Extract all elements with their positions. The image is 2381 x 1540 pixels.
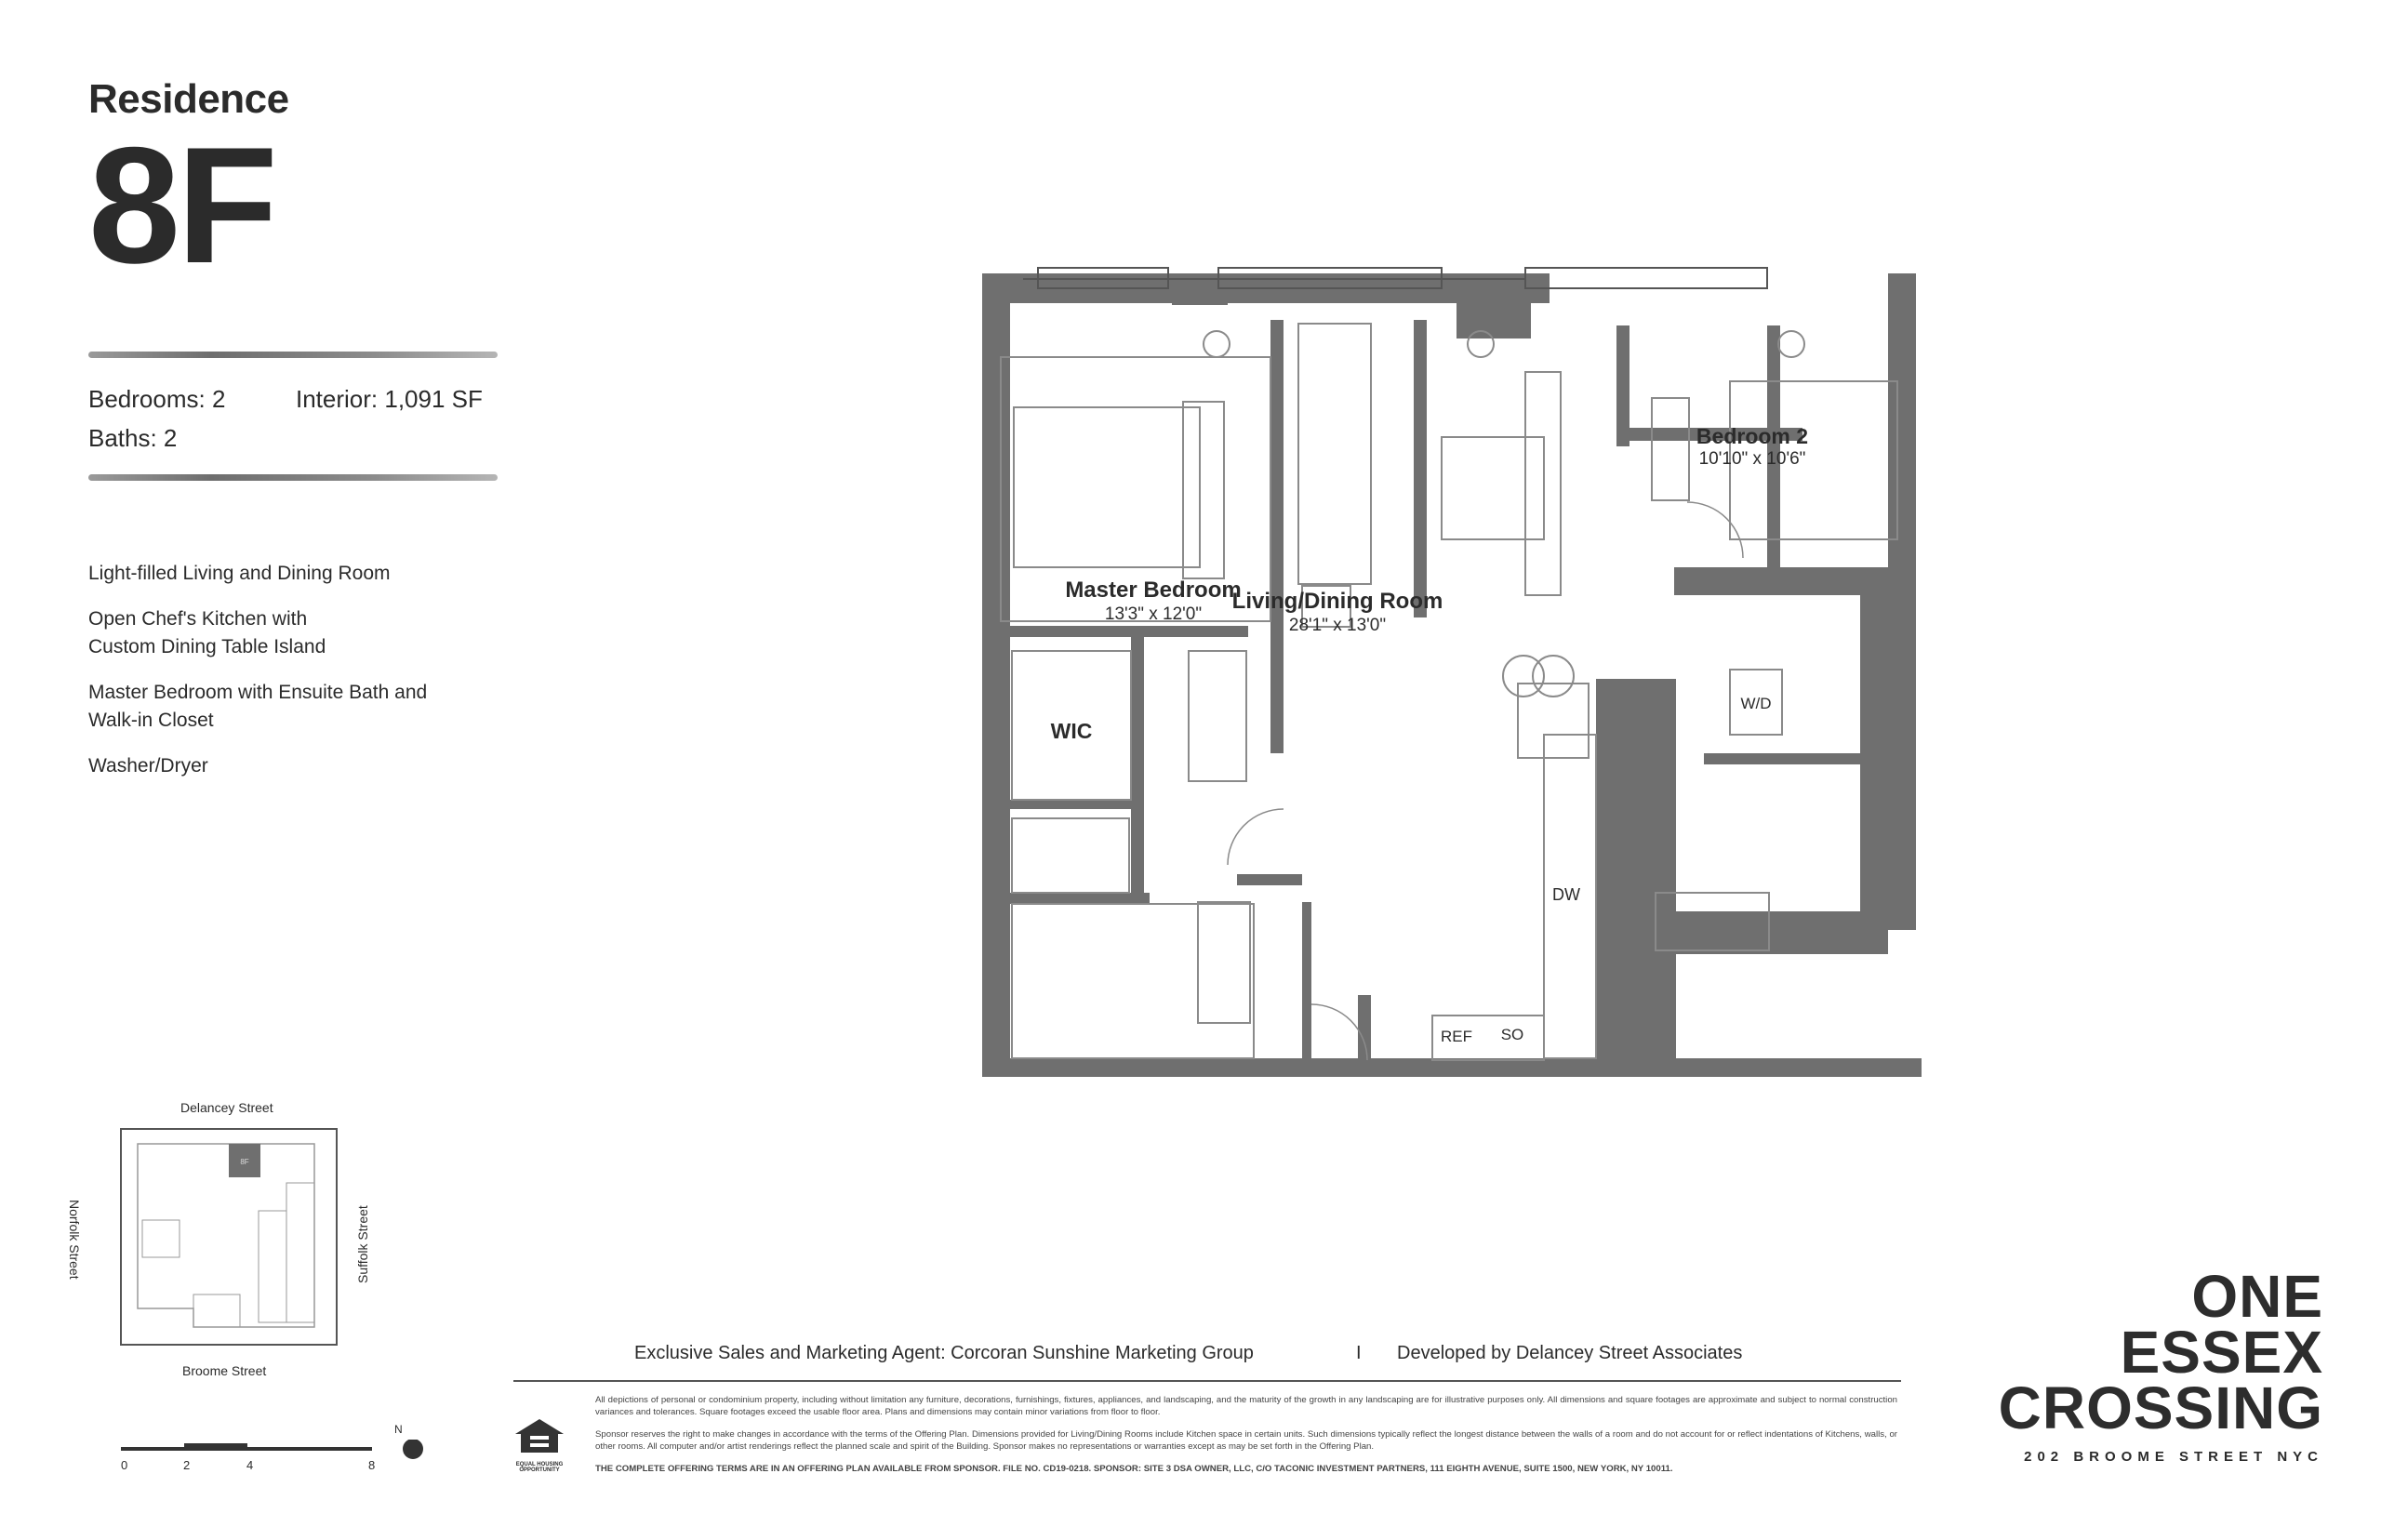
bedrooms-stat: Bedrooms: 2	[88, 385, 226, 413]
scale-bar	[121, 1440, 433, 1467]
key-north-street: Delancey Street	[180, 1100, 273, 1115]
brand-address: 202 BROOME STREET NYC	[2024, 1449, 2323, 1465]
sales-agent-text: Exclusive Sales and Marketing Agent: Corcoran Sunshine Marketing Group	[634, 1343, 1254, 1363]
key-east-street: Suffolk Street	[355, 1205, 370, 1283]
key-unit-tag: 8F	[240, 1158, 249, 1166]
oven-label: SO	[1500, 1026, 1524, 1043]
scale-label: 0	[121, 1458, 128, 1472]
key-plan	[119, 1127, 342, 1350]
legal-disclaimer-2: Sponsor reserves the right to make changes in accordance with the terms of the Offering Plan. Dimensions provided for Living/Dining Rooms include Kitchen space in certain units. Such dimensions typically reflect the longest distance between the walls of a room and do not account for or reflect indentations of Kitchens, walls, or other rooms. All computer and/or artist renderings reflect the planned scale and spirit of the Building. Sponsor makes no representations or warranties except as may be set forth in the Offering Plan.	[595, 1429, 1897, 1452]
baths-stat: Baths: 2	[88, 424, 178, 452]
wic-label: WIC	[1050, 719, 1093, 743]
unit-number: 8F	[88, 113, 274, 298]
feature-item: Washer/Dryer	[88, 755, 208, 777]
floor-plan	[967, 260, 1925, 1079]
feature-item: Walk-in Closet	[88, 710, 214, 731]
footer-separator: I	[1356, 1343, 1362, 1363]
feature-item: Master Bedroom with Ensuite Bath and	[88, 682, 428, 703]
divider	[88, 352, 498, 358]
legal-disclaimer-3: THE COMPLETE OFFERING TERMS ARE IN AN OFFERING PLAN AVAILABLE FROM SPONSOR. FILE NO. CD19-0218. SPONSOR: SITE 3 DSA OWNER, LLC, C/O TACONIC INVESTMENT PARTNERS, 111 EIGHTH AVENUE, SUITE 1500, NEW YORK, NY 10011.	[595, 1464, 1673, 1474]
washer-dryer-label: W/D	[1740, 695, 1772, 712]
dishwasher-label: DW	[1552, 885, 1580, 904]
brand-logo	[1998, 1263, 2323, 1465]
scale-label: 8	[368, 1458, 376, 1472]
key-south-street: Broome Street	[182, 1363, 267, 1378]
interior-stat: Interior: 1,091 SF	[296, 385, 483, 413]
north-arrow-icon	[403, 1440, 423, 1459]
living-dining-name: Living/Dining Room	[1231, 589, 1443, 614]
feature-item: Light-filled Living and Dining Room	[88, 563, 391, 584]
divider	[88, 474, 498, 481]
living-dining-dims: 28'1" x 13'0"	[1288, 616, 1387, 635]
scale-label: 4	[246, 1458, 254, 1472]
legal-disclaimer-1: All depictions of personal or condominium property, including without limitation any furniture, decorations, furnishings, fixtures, appliances, and landscaping, and the maturity of the growth in any landscaping are for illustrative purposes only. All dimensions and square footages are approximate and subject to normal construction variances and tolerances. Square footages exceed the usable floor area. Plans and dimensions may contain minor variations from floor to floor.	[595, 1395, 1897, 1417]
brand-line-1: ONE	[2191, 1263, 2323, 1330]
bedroom2-dims: 10'10" x 10'6"	[1698, 449, 1806, 469]
master-bedroom-dims: 13'3" x 12'0"	[1104, 604, 1203, 624]
north-label: N	[394, 1423, 403, 1436]
master-bedroom-name: Master Bedroom	[1065, 578, 1242, 603]
footer-divider	[513, 1380, 1901, 1382]
developer-text: Developed by Delancey Street Associates	[1397, 1343, 1743, 1363]
bedroom2-name: Bedroom 2	[1696, 424, 1809, 448]
scale-label: 2	[183, 1458, 191, 1472]
brand-line-2: ESSEX	[2120, 1319, 2323, 1386]
brand-line-3: CROSSING	[1998, 1374, 2323, 1441]
refrigerator-label: REF	[1441, 1028, 1472, 1045]
feature-item: Custom Dining Table Island	[88, 636, 326, 657]
feature-item: Open Chef's Kitchen with	[88, 608, 308, 630]
residence-label: Residence	[88, 76, 289, 122]
equal-housing-icon	[513, 1417, 565, 1458]
key-west-street: Norfolk Street	[67, 1200, 82, 1280]
equal-housing-label: EQUAL HOUSING OPPORTUNITY	[515, 1462, 564, 1473]
